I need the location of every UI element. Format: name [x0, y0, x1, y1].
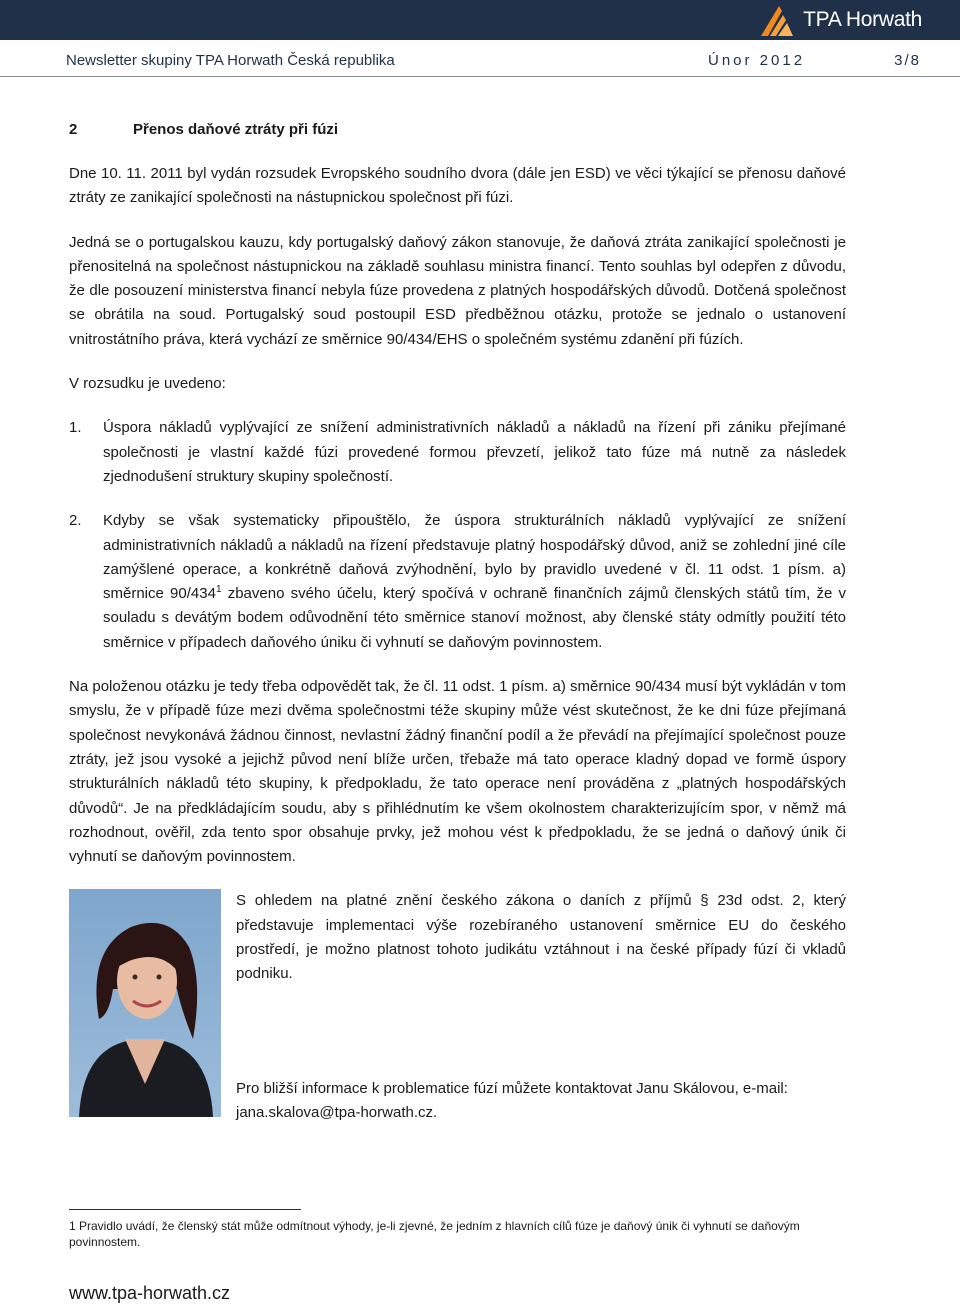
footnote-ref[interactable]: 1	[215, 584, 222, 596]
contact-block	[69, 889, 846, 1125]
footnote: 1 Pravidlo uvádí, že členský stát může odmítnout výhody, je-li zjevné, že jedním z hlavních cílů fúze je daňový únik či vyhnutí se daňovým povinnostem.	[69, 1219, 800, 1249]
list-item	[69, 509, 846, 655]
list-item	[69, 416, 846, 489]
brand-bar	[0, 0, 960, 40]
answer-paragraph: Na položenou otázku je tedy třeba odpovědět tak, že čl. 11 odst. 1 písm. a) směrnice 90/434 musí být vykládán v tom smyslu, že v případě fúze mezi dvěma společnostmi téže skupiny může vést skutečnost, že ke dni fúze přejímaná společnost nevykonává žádnou činnost, nevlastní žádný finanční podíl a že převádí na přejímající společnost pouze ztráty, jež jsou vysoké a jejichž původ není blíže určen, třebaže má tato operace kladný dopad ve formě úspory strukturálních nákladů této skupiny, k předpokladu, že tato operace není prováděna z „platných hospodářských důvodů“. Je na předkládajícím soudu, aby s přihlédnutím ke všem okolnostem charakterizujícím spor, v němž má rozhodnout, ověřil, zda tento spor obsahuje prvky, jež mohou vést k předpokladu, že se jedná o daňový únik či vyhnutí se daňovým povinnostem.	[69, 678, 846, 866]
czech-law-paragraph: S ohledem na platné znění českého zákona o daních z příjmů § 23d odst. 2, který představuje implementaci výše rozebíraného ustanovení směrnice EU do českého prostředí, je možno platnost tohoto judikátu vztáhnout i na české případy fúzí či vkladů podniku.	[236, 892, 846, 983]
footnote-divider	[69, 1209, 301, 1210]
article-body	[69, 118, 846, 1125]
newsletter-title: Newsletter skupiny TPA Horwath Česká republika	[66, 52, 395, 69]
contact-paragraph: Pro bližší informace k problematice fúzí můžete kontaktovat Janu Skálovou, e-mail: jana.skalova@tpa-horwath.cz.	[236, 1079, 788, 1121]
section-number: 2	[69, 121, 78, 138]
header-divider	[0, 76, 960, 77]
list-text: Úspora nákladů vyplývající ze snížení administrativních nákladů a nákladů na řízení při zániku přejímané společnosti je vlastní každé fúzi provedené formou převzetí, jelikož tato fúze má nutně za následek zjednodušení struktury skupiny společností.	[103, 419, 846, 485]
case-paragraph: Jedná se o portugalskou kauzu, kdy portugalský daňový zákon stanovuje, že daňová ztráta zanikající společnosti je přenositelná na společnost nástupnickou na základě souhlasu ministra financí. Tento souhlas byl odepřen z důvodu, že dle posouzení ministerstva financí nebyla fúze provedena z platných hospodářských důvodů. Dotčená společnost se obrátila na soud. Portugalský soud postoupil ESD předběžnou otázku, protože se jednalo o ustanovení vnitrostátního práva, která vychází ze směrnice 90/434/EHS o společném systému zdanění při fúzích.	[69, 233, 846, 348]
tpa-flame-icon	[759, 3, 797, 37]
section-title: Přenos daňové ztráty při fúzi	[133, 121, 339, 138]
intro-paragraph: Dne 10. 11. 2011 byl vydán rozsudek Evropského soudního dvora (dále jen ESD) ve věci týkající se přenosu daňové ztráty ze zanikající společnosti na nástupnickou společnost při fúzi.	[69, 165, 846, 207]
page-number: 3/8	[894, 52, 921, 69]
contact-text	[236, 889, 846, 1125]
contact-portrait	[69, 889, 221, 1117]
ruling-lead: V rozsudku je uvedeno:	[69, 375, 226, 393]
website-link[interactable]: www.tpa-horwath.cz	[69, 1283, 231, 1303]
list-text-part: Kdyby se však systematicky připouštělo, že úspora strukturálních nákladů vyplývající ze snížení administrativních nákladů a nákladů na řízení představuje platný hospodářský důvod, aniž se zohlední jiné cíle zamýšlené operace, a konkrétně daňová zvýhodnění, bylo by pravidlo uvedené v čl. 11 odst. 1 písm. a) směrnice 90/434	[103, 512, 846, 603]
running-header	[66, 52, 921, 72]
brand-logo	[759, 2, 922, 38]
list-text-part: zbaveno svého účelu, který spočívá v ochraně finančních zájmů členských států tím, že v souladu s devátým bodem odůvodnění této směrnice stanoví možnost, aby členské státy odmítly použití této směrnice v případech daňového úniku či vyhnutí se daňovým povinnostem.	[103, 585, 846, 651]
list-text	[103, 509, 846, 655]
list-number: 1.	[69, 419, 82, 437]
brand-name: TPA Horwath	[803, 8, 922, 31]
list-number: 2.	[69, 512, 82, 530]
issue-date: Únor 2012	[708, 52, 806, 69]
section-heading	[69, 118, 846, 142]
